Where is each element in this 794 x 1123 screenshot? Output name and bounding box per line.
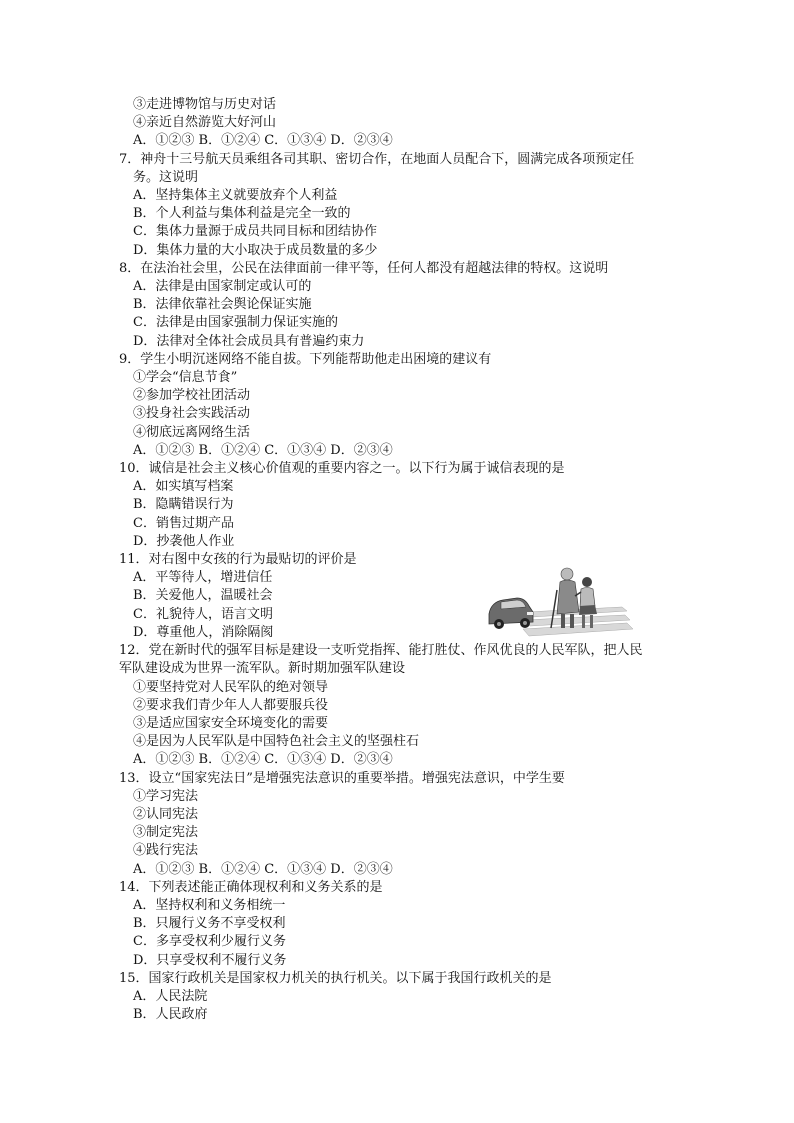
q8-option-d: D．法律对全体社会成员具有普遍约束力: [133, 333, 365, 349]
q7-option-a: A．坚持集体主义就要放弃个人利益: [133, 188, 338, 204]
q15-stem: 15．国家行政机关是国家权力机关的执行机关。以下属于我国行政机关的是: [119, 970, 552, 986]
q11-option-b: B．关爱他人，温暖社会: [133, 588, 273, 604]
q9-item-1: ①学会“信息节食”: [133, 370, 238, 386]
q14-stem: 14．下列表述能正确体现权利和义务关系的是: [119, 879, 383, 895]
q7-stem: 7．神舟十三号航天员乘组各司其职、密切合作，在地面人员配合下，圆满完成各项预定任: [119, 151, 635, 167]
q9-item-3: ③投身社会实践活动: [133, 406, 251, 422]
q10-option-a: A．如实填写档案: [133, 479, 234, 495]
q12-stem-cont: 军队建设成为世界一流军队。新时期加强军队建设: [119, 661, 406, 677]
car-icon: [489, 598, 533, 629]
q15-option-a: A．人民法院: [133, 988, 208, 1004]
q9-item-2: ②参加学校社团活动: [133, 388, 251, 404]
q11-option-a: A．平等待人，增进信任: [133, 570, 273, 586]
q10-option-d: D．抄袭他人作业: [133, 533, 235, 549]
q15-option-b: B．人民政府: [133, 1007, 208, 1023]
q6-answers: A．①②③ B．①②④ C．①③④ D．②③④: [133, 133, 393, 149]
q14-option-d: D．只享受权利不履行义务: [133, 952, 287, 968]
q12-item-2: ②要求我们青少年人人都要服兵役: [133, 697, 329, 713]
q12-stem: 12．党在新时代的强军目标是建设一支听党指挥、能打胜仗、作风优良的人民军队，把人民: [119, 643, 643, 659]
q13-item-1: ①学习宪法: [133, 788, 199, 804]
q9-stem: 9．学生小明沉迷网络不能自拔。下列能帮助他走出困境的建议有: [119, 351, 492, 367]
q7-option-c: C．集体力量源于成员共同目标和团结协作: [133, 224, 377, 240]
q14-option-c: C．多享受权利少履行义务: [133, 934, 286, 950]
q6-option-3: ③走进博物馆与历史对话: [133, 97, 277, 112]
q8-option-a: A．法律是由国家制定或认可的: [133, 279, 312, 295]
q13-item-3: ③制定宪法: [133, 825, 199, 841]
q10-stem: 10．诚信是社会主义核心价值观的重要内容之一。以下行为属于诚信表现的是: [119, 461, 565, 477]
exam-page: [119, 96, 679, 1024]
q13-item-2: ②认同宪法: [133, 806, 199, 822]
q7-stem-cont: 务。这说明: [133, 169, 199, 185]
q11-stem: 11．对右图中女孩的行为最贴切的评价是: [119, 552, 357, 568]
q14-option-b: B．只履行义务不享受权利: [133, 916, 286, 932]
q8-option-b: B．法律依靠社会舆论保证实施: [133, 297, 312, 313]
q8-stem: 8．在法治社会里，公民在法律面前一律平等，任何人都没有超越法律的特权。这说明: [119, 260, 609, 276]
q7-option-b: B．个人利益与集体利益是完全一致的: [133, 206, 351, 222]
q12-item-1: ①要坚持党对人民军队的绝对领导: [133, 679, 329, 695]
q13-stem: 13．设立“国家宪法日”是增强宪法意识的重要举措。增强宪法意识，中学生要: [119, 770, 565, 786]
q11-option-d: D．尊重他人，消除隔阂: [133, 624, 274, 640]
q13-answers: A．①②③ B．①②④ C．①③④ D．②③④: [133, 861, 393, 877]
q12-item-4: ④是因为人民军队是中国特色社会主义的坚强柱石: [133, 734, 420, 750]
q13-item-4: ④践行宪法: [133, 843, 199, 859]
q12-answers: A．①②③ B．①②④ C．①③④ D．②③④: [133, 752, 393, 768]
q9-item-4: ④彻底远离网络生活: [133, 424, 251, 440]
q11-option-c: C．礼貌待人，语言文明: [133, 606, 273, 622]
q10-option-b: B．隐瞒错误行为: [133, 497, 234, 513]
q7-option-d: D．集体力量的大小取决于成员数量的多少: [133, 242, 378, 258]
crosswalk-illustration: [487, 562, 637, 642]
q10-option-c: C．销售过期产品: [133, 515, 234, 531]
q6-option-4: ④亲近自然游览大好河山: [133, 115, 277, 131]
q8-option-c: C．法律是由国家强制力保证实施的: [133, 315, 338, 331]
q14-option-a: A．坚持权利和义务相统一: [133, 897, 286, 913]
q12-item-3: ③是适应国家安全环境变化的需要: [133, 715, 329, 731]
q9-answers: A．①②③ B．①②④ C．①③④ D．②③④: [133, 442, 393, 458]
crosswalk-image: [487, 562, 637, 642]
